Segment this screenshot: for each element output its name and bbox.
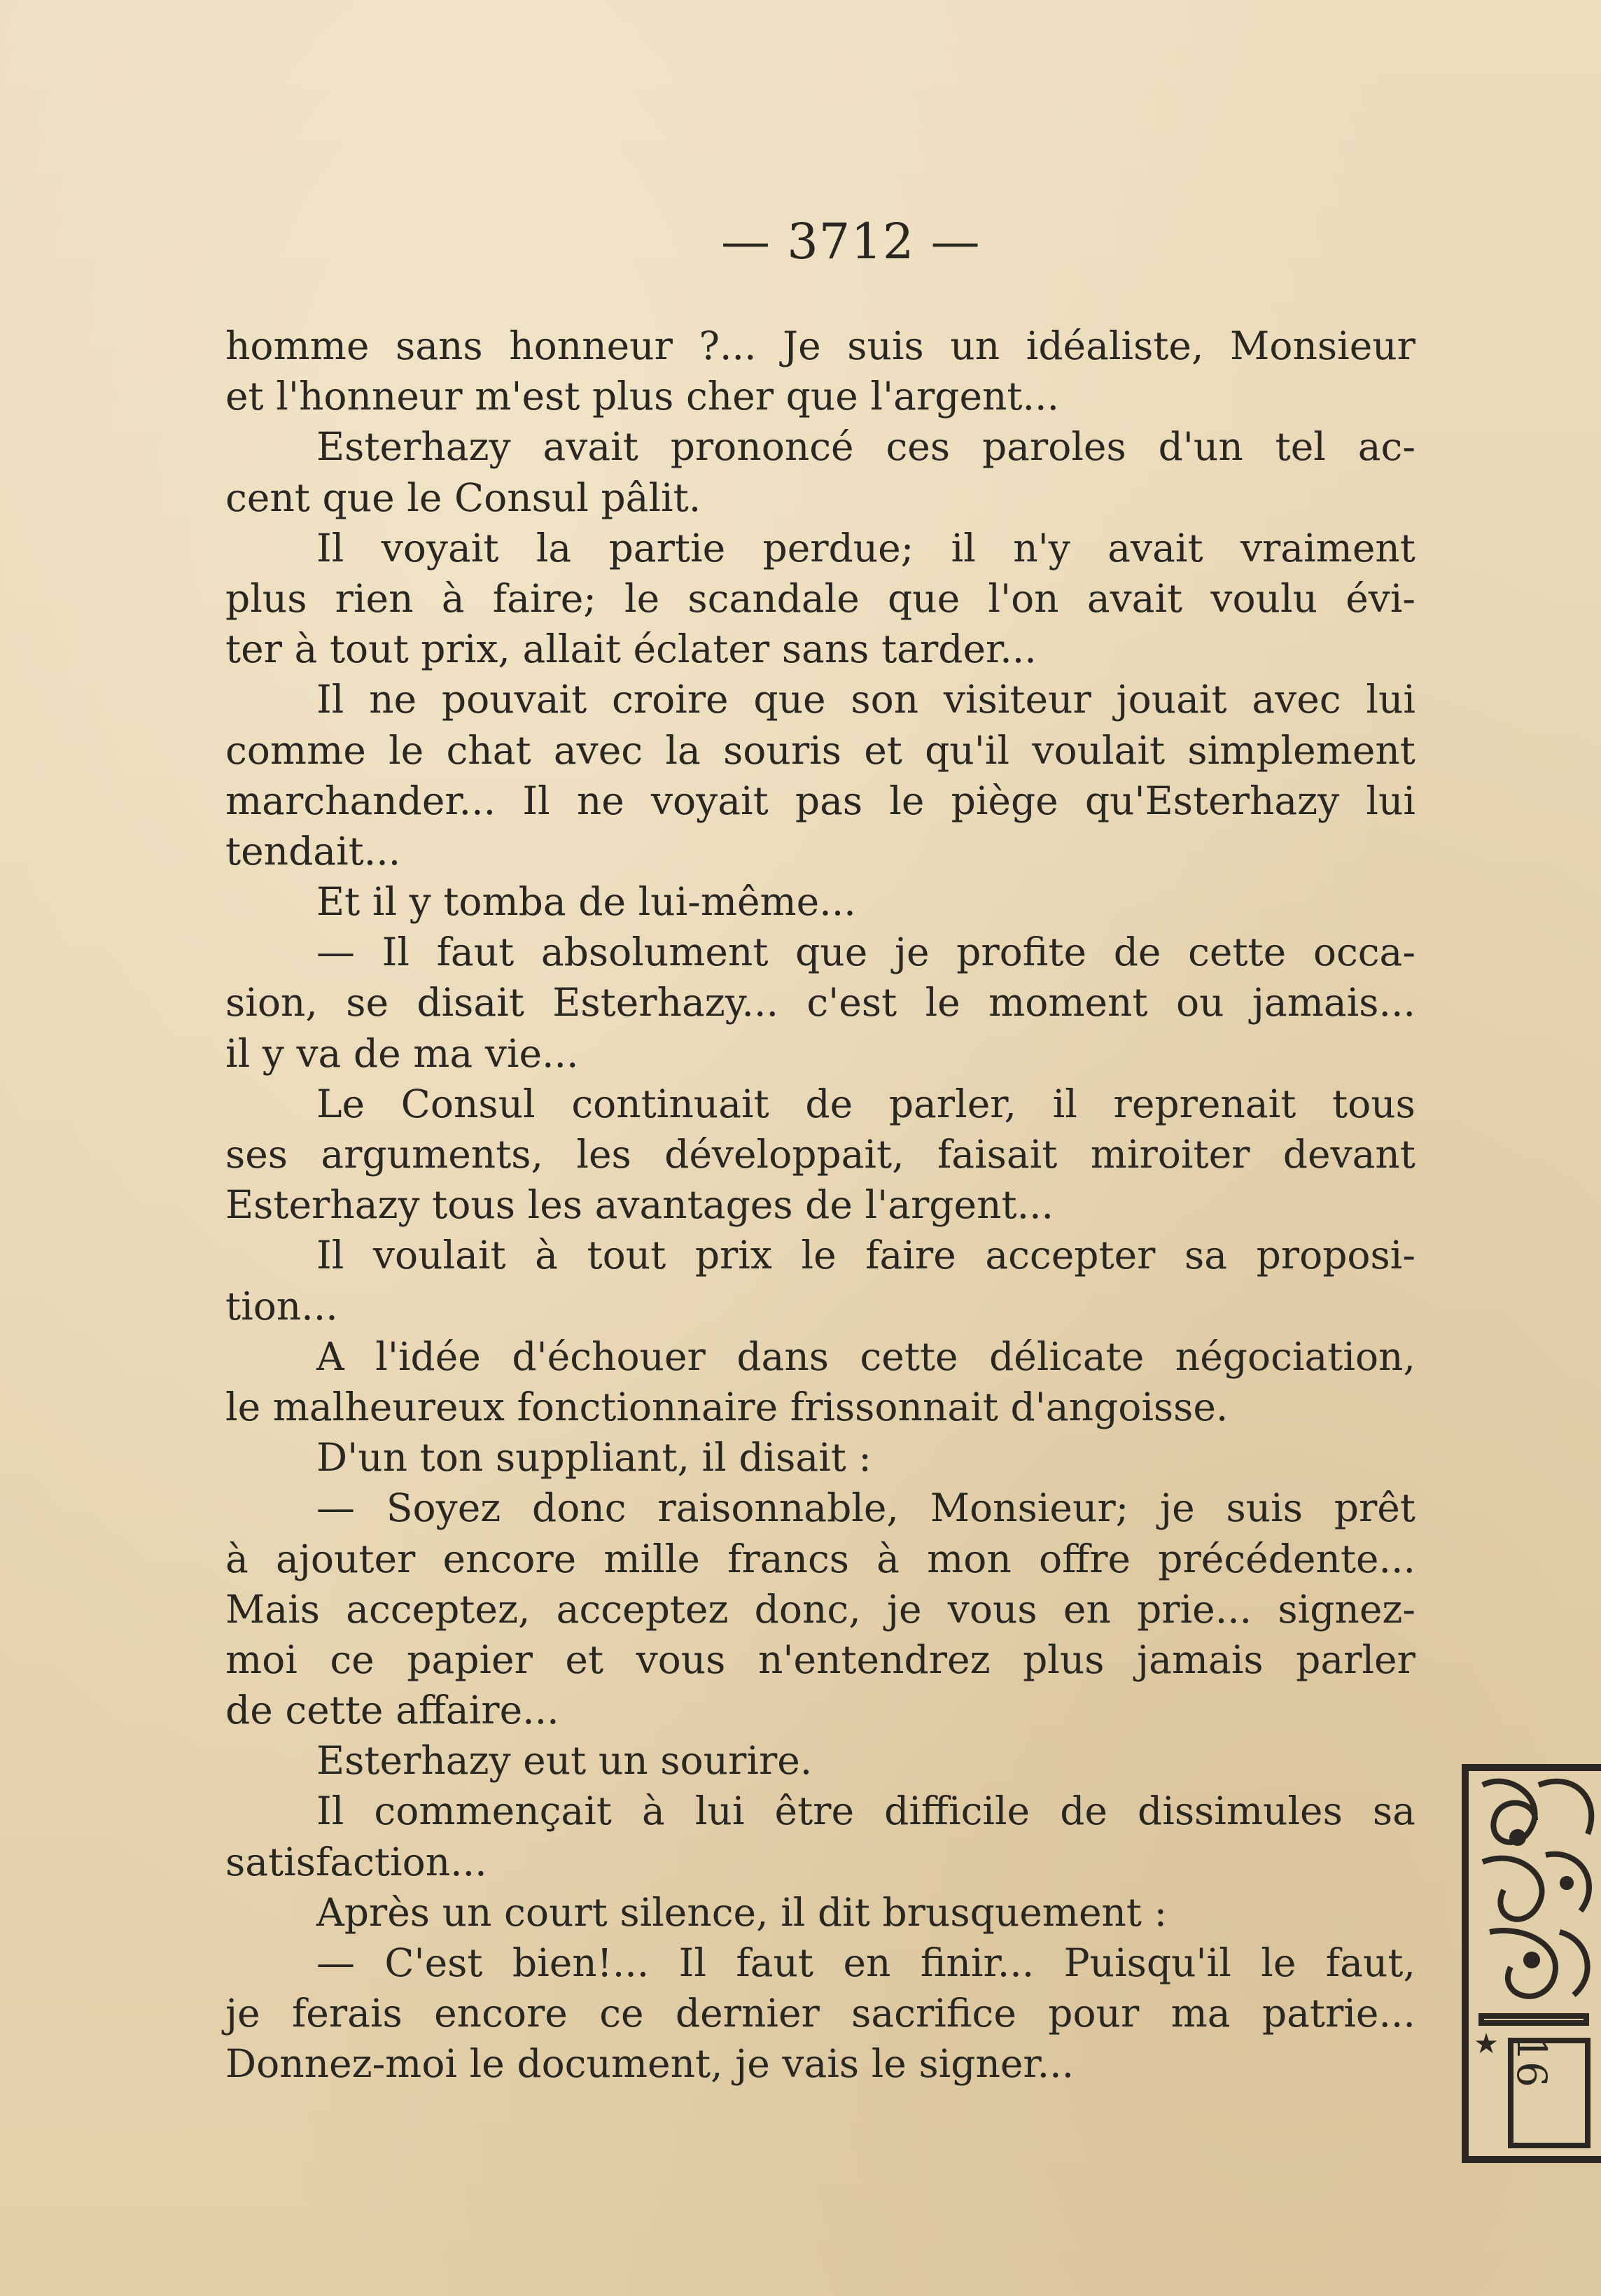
text-line [225, 876, 1415, 927]
word: faire; [492, 575, 596, 621]
word: parler, [888, 1081, 1016, 1126]
word: scandale [687, 575, 860, 621]
page-number: — 3712 — [721, 213, 981, 270]
word: Consul [454, 475, 589, 520]
word: je [886, 1586, 922, 1632]
word: arguments, [321, 1132, 544, 1177]
word: suppliant, [495, 1435, 690, 1480]
text-line [225, 826, 1415, 876]
word: perdue; [762, 525, 914, 570]
word: ce [599, 1991, 644, 2036]
word: encore [442, 1536, 577, 1581]
word: faut, [1325, 1940, 1415, 1985]
word: Consul [400, 1081, 536, 1126]
word: jouait [1116, 677, 1227, 722]
word: prix [694, 1233, 772, 1278]
word: l'on [988, 575, 1059, 621]
text-line [225, 523, 1415, 573]
word: ces [886, 424, 951, 470]
word: qu'Esterhazy [1084, 778, 1340, 823]
word: jamais [1137, 1637, 1264, 1682]
word: négociation, [1175, 1334, 1415, 1379]
word: d'échouer [512, 1334, 706, 1379]
word: brusquement [882, 1889, 1142, 1935]
word: je [1160, 1485, 1195, 1531]
word: cette [860, 1334, 958, 1379]
word: les [576, 1132, 631, 1177]
word: A [316, 1334, 344, 1379]
word: encore [434, 1991, 568, 2036]
text-line [225, 1129, 1415, 1180]
word: ou [1175, 980, 1224, 1026]
word: sa [1372, 1788, 1415, 1834]
word: d'un [1158, 424, 1243, 470]
word: silence, [620, 1889, 769, 1935]
word: Et [316, 879, 361, 925]
word: à [441, 575, 465, 621]
word: voyait [381, 525, 499, 570]
word: plus [1023, 1637, 1105, 1682]
text-line [225, 1634, 1415, 1685]
word: que [887, 575, 960, 621]
word: prononcé [670, 424, 854, 470]
word: faire [865, 1233, 956, 1278]
word: de [578, 879, 627, 925]
word: dissimules [1138, 1788, 1343, 1834]
word: voulait [1032, 727, 1166, 773]
word: — [316, 930, 355, 975]
text-line [225, 1786, 1415, 1836]
word: Esterhazy... [552, 980, 778, 1026]
text-line [225, 421, 1415, 472]
word: : [1154, 1889, 1168, 1935]
word: tous [1332, 1081, 1415, 1126]
text-line [225, 321, 1415, 371]
word: le [801, 1233, 837, 1278]
word: malheureux [272, 1384, 505, 1429]
word: Il [678, 1940, 706, 1985]
word: lui [694, 1788, 745, 1834]
word: sacrifice [851, 1991, 1016, 2036]
word: partie [608, 525, 726, 570]
word: Donnez-moi [225, 2041, 458, 2087]
word: ma [1170, 1991, 1231, 2036]
word: court [504, 1889, 608, 1935]
word: à [225, 1536, 249, 1581]
text-line [225, 1735, 1415, 1786]
word: Monsieur; [930, 1485, 1129, 1531]
word: y [262, 1030, 284, 1076]
word: Soyez [386, 1485, 501, 1531]
word: sans [395, 323, 483, 368]
word: délicate [989, 1334, 1145, 1379]
text-line [225, 725, 1415, 776]
word: commençait [374, 1788, 612, 1834]
text-line [225, 1584, 1415, 1634]
text-line [225, 1432, 1415, 1483]
word: Le [316, 1081, 365, 1126]
word: cher [686, 374, 774, 419]
word: vraiment [1240, 525, 1415, 570]
word: vous [947, 1586, 1037, 1632]
word: il [372, 879, 398, 925]
word: faut [436, 930, 515, 975]
word: eut [523, 1738, 587, 1784]
text-line [225, 1988, 1415, 2038]
text-line [225, 573, 1415, 624]
word: miroiter [1090, 1132, 1250, 1177]
word: offre [1039, 1536, 1131, 1581]
word: satisfaction... [225, 1839, 487, 1884]
word: devant [1282, 1132, 1415, 1177]
word: raisonnable, [657, 1485, 899, 1531]
word: Après [316, 1889, 430, 1935]
word: : [858, 1435, 872, 1480]
word: C'est [384, 1940, 483, 1985]
word: frissonnait [790, 1384, 998, 1429]
word: voyait [650, 778, 769, 823]
word: patrie... [1261, 1991, 1415, 2036]
word: souris [723, 727, 841, 773]
word: n'entendrez [757, 1637, 991, 1682]
word: en [1063, 1586, 1111, 1632]
word: difficile [884, 1788, 1030, 1834]
word: que [785, 374, 858, 419]
word: avait [543, 424, 638, 470]
word: de [1060, 1788, 1107, 1834]
word: moment [988, 980, 1148, 1026]
ornamental-corner-stamp [1462, 1764, 1601, 2163]
word: le [1261, 1940, 1296, 1985]
word: un [950, 323, 1000, 368]
word: y [409, 879, 431, 925]
word: pâlit. [601, 475, 701, 520]
word: dernier [675, 1991, 820, 2036]
word: disait [417, 980, 524, 1026]
word: profite [956, 930, 1087, 975]
word: cent [225, 475, 310, 520]
text-line [225, 1079, 1415, 1129]
word: ne [369, 677, 417, 722]
text-line [225, 1230, 1415, 1280]
word: — [316, 1940, 355, 1985]
word: jamais... [1252, 980, 1415, 1026]
word: pouvait [441, 677, 587, 722]
word: éclater [633, 626, 770, 672]
text-line [225, 1837, 1415, 1887]
text-line [225, 1534, 1415, 1584]
text-line [225, 776, 1415, 826]
word: Esterhazy [316, 424, 511, 470]
word: tendait... [225, 828, 401, 874]
word: à [294, 626, 318, 672]
word: dit [817, 1889, 870, 1935]
word: suis [847, 323, 924, 368]
word: plus [225, 575, 307, 621]
word: paroles [981, 424, 1126, 470]
word: ne [576, 778, 624, 823]
word: ses [225, 1132, 288, 1177]
text-line [225, 927, 1415, 977]
word: avait [1107, 525, 1203, 570]
word: homme [225, 323, 370, 368]
word: mon [927, 1536, 1012, 1581]
word: de [1113, 930, 1161, 975]
word: Esterhazy [316, 1738, 511, 1784]
word: chat [446, 727, 531, 773]
word: le [407, 475, 442, 520]
word: que [753, 677, 826, 722]
word: absolument [540, 930, 769, 975]
word: être [774, 1788, 855, 1834]
word: sans [781, 626, 869, 672]
word: prêt [1334, 1485, 1415, 1531]
word: la [665, 727, 701, 773]
word: je [735, 2041, 770, 2087]
word: ton [419, 1435, 484, 1480]
text-line [225, 977, 1415, 1028]
word: Puisqu'il [1063, 1940, 1231, 1985]
word: je [225, 1991, 260, 2036]
word: tel [1275, 424, 1326, 470]
word: il [951, 525, 976, 570]
word: Il [316, 1788, 344, 1834]
word: pour [1048, 1991, 1140, 2036]
text-line [225, 371, 1415, 421]
word: il [1052, 1081, 1077, 1126]
word: cette [1188, 930, 1287, 975]
word: moi [225, 1637, 298, 1682]
ornament-pattern-icon [1469, 1771, 1601, 2156]
text-line [225, 472, 1415, 523]
word: affaire... [396, 1688, 559, 1733]
word: Il [316, 525, 344, 570]
word: avec [553, 727, 643, 773]
word: donc [532, 1485, 627, 1531]
word: avec [1252, 677, 1341, 722]
word: ajouter [275, 1536, 416, 1581]
word: marchander... [225, 778, 496, 823]
word: cette [285, 1688, 384, 1733]
word: qu'il [925, 727, 1010, 773]
word: l'idée [375, 1334, 481, 1379]
word: parler [1296, 1637, 1415, 1682]
word: m'est [475, 374, 580, 419]
word: avait [1086, 575, 1183, 621]
word: le [624, 575, 660, 621]
word: à [535, 1233, 558, 1278]
word: et [225, 374, 264, 419]
word: acceptez, [346, 1586, 531, 1632]
word: D'un [316, 1435, 408, 1480]
word: de [353, 1030, 401, 1076]
ornament-star-icon: ★ [1474, 2028, 1499, 2060]
text-line [225, 1887, 1415, 1938]
word: avantages [594, 1182, 793, 1228]
text-line [225, 1180, 1415, 1230]
word: que [322, 475, 395, 520]
word: donc, [754, 1586, 861, 1632]
word: ma [413, 1030, 473, 1076]
ornament-label: 16 [1508, 2036, 1555, 2087]
word: comme [225, 727, 366, 773]
word: Il [316, 1233, 344, 1278]
word: faut [736, 1940, 814, 1985]
word: voulait [372, 1233, 506, 1278]
word: bien!... [512, 1940, 650, 1985]
word: le [469, 2041, 505, 2087]
word: piège [951, 778, 1058, 823]
word: visiteur [943, 677, 1091, 722]
word: Esterhazy [225, 1182, 420, 1228]
word: suis [1226, 1485, 1303, 1531]
text-line [225, 674, 1415, 724]
text-line [225, 2038, 1415, 2089]
text-line [225, 624, 1415, 674]
word: tarder... [881, 626, 1037, 672]
word: sa [1184, 1233, 1228, 1278]
word: n'y [1013, 525, 1070, 570]
word: il [225, 1030, 251, 1076]
word: d'angoisse. [1010, 1384, 1229, 1429]
word: tous [432, 1182, 516, 1228]
word: reprenait [1113, 1081, 1296, 1126]
word: pas [795, 778, 863, 823]
word: la [536, 525, 572, 570]
word: prie... [1137, 1586, 1252, 1632]
word: disait [739, 1435, 846, 1480]
word: c'est [806, 980, 897, 1026]
word: le [889, 778, 925, 823]
word: un [598, 1738, 648, 1784]
word: l'honneur [276, 374, 463, 419]
word: je [894, 930, 930, 975]
word: mille [603, 1536, 700, 1581]
word: de [225, 1688, 273, 1733]
word: finir... [920, 1940, 1035, 1985]
word: signez- [1278, 1586, 1415, 1632]
word: tomba [443, 879, 566, 925]
word: les [527, 1182, 583, 1228]
word: le [871, 2041, 907, 2087]
word: il [701, 1435, 727, 1480]
word: lui-même... [638, 879, 856, 925]
word: continuait [571, 1081, 769, 1126]
word: son [851, 677, 919, 722]
word: précédente... [1158, 1536, 1415, 1581]
word: un [442, 1889, 492, 1935]
word: tion... [225, 1283, 338, 1329]
word: ac- [1357, 424, 1415, 470]
word: Il [382, 930, 410, 975]
word: ter [225, 626, 282, 672]
word: croire [611, 677, 729, 722]
word: sion, [225, 980, 318, 1026]
word: il [781, 1889, 806, 1935]
word: Mais [225, 1586, 320, 1632]
text-line [225, 1483, 1415, 1533]
word: l'argent... [870, 374, 1059, 419]
text-line [225, 1685, 1415, 1735]
word: ce [330, 1637, 375, 1682]
word: à [876, 1536, 900, 1581]
word: évi- [1345, 575, 1415, 621]
word: prix, [421, 626, 510, 672]
word: occa- [1313, 930, 1415, 975]
word: tout [587, 1233, 666, 1278]
word: le [225, 1384, 261, 1429]
word: faisait [937, 1132, 1058, 1177]
word: Il [316, 677, 344, 722]
word: papier [407, 1637, 533, 1682]
word: l'argent... [865, 1182, 1054, 1228]
word: ferais [291, 1991, 403, 2036]
word: document, [517, 2041, 723, 2087]
word: se [346, 980, 389, 1026]
word: que [795, 930, 868, 975]
word: honneur [509, 323, 673, 368]
word: simplement [1187, 727, 1415, 773]
word: Je [783, 323, 821, 368]
word: le [925, 980, 960, 1026]
word: sourire. [660, 1738, 813, 1784]
word: à [641, 1788, 665, 1834]
word: plus [592, 374, 674, 419]
word: lui [1366, 677, 1415, 722]
word: Il [522, 778, 550, 823]
word: tout [329, 626, 409, 672]
word: Monsieur [1230, 323, 1415, 368]
text-line [225, 1331, 1415, 1382]
word: vie... [484, 1030, 579, 1076]
word: dans [736, 1334, 829, 1379]
word: ?... [699, 323, 757, 368]
text-line [225, 1028, 1415, 1079]
word: acceptez [556, 1586, 729, 1632]
word: fonctionnaire [517, 1384, 778, 1429]
word: lui [1366, 778, 1415, 823]
word: de [805, 1182, 853, 1228]
word: et [864, 727, 902, 773]
word: vais [782, 2041, 860, 2087]
word: allait [522, 626, 621, 672]
body-text [225, 321, 1415, 2090]
text-line [225, 1281, 1415, 1331]
word: développait, [664, 1132, 904, 1177]
word: va [296, 1030, 342, 1076]
word: signer... [918, 2041, 1075, 2087]
text-line [225, 1938, 1415, 1988]
word: voulu [1210, 575, 1317, 621]
word: francs [727, 1536, 849, 1581]
word: en [843, 1940, 891, 1985]
text-line [225, 1382, 1415, 1432]
word: de [805, 1081, 853, 1126]
word: accepter [985, 1233, 1156, 1278]
word: idéaliste, [1026, 323, 1204, 368]
word: — [316, 1485, 355, 1531]
word: rien [335, 575, 414, 621]
word: proposi- [1256, 1233, 1415, 1278]
word: vous [636, 1637, 726, 1682]
word: le [389, 727, 424, 773]
word: et [565, 1637, 604, 1682]
